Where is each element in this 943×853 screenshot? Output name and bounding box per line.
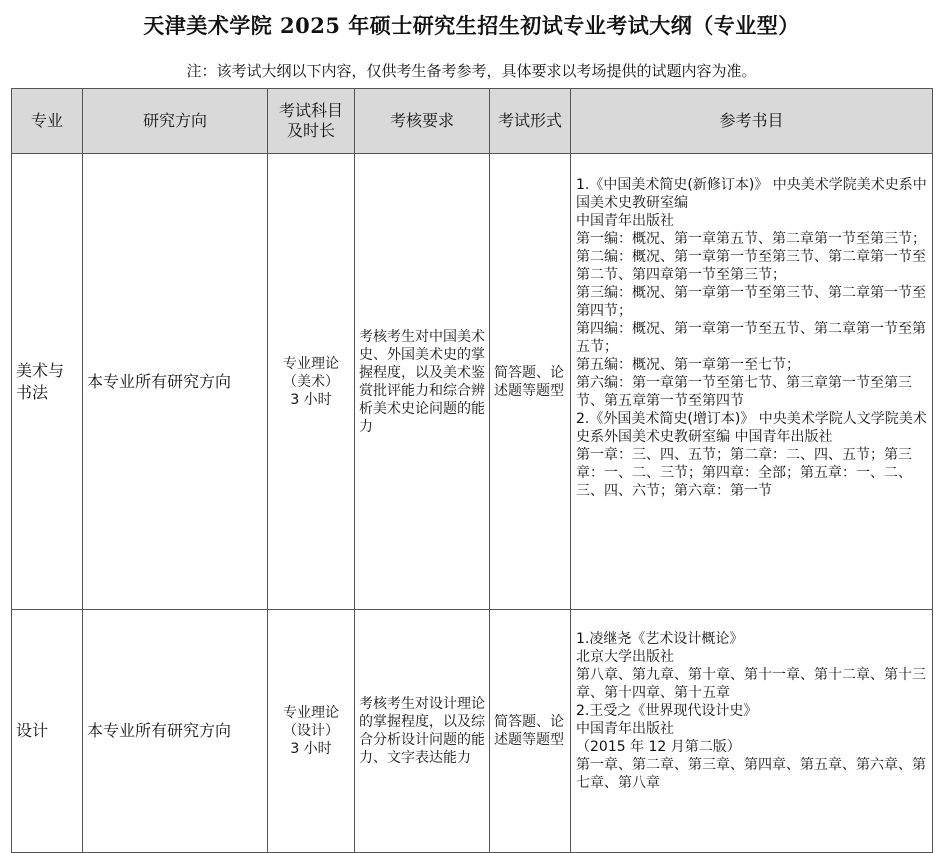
books-cell [571, 610, 933, 853]
major-cell: 美术与书法 [12, 154, 83, 610]
requirement-cell: 考核考生对设计理论的掌握程度，以及综合分析设计问题的能力、文字表达能力 [355, 610, 490, 853]
format-cell: 简答题、论述题等题型 [490, 154, 571, 610]
subject-duration: 3 小时 [290, 391, 332, 408]
book-line: 第五编：概况、第一章第一至七节； [576, 357, 800, 373]
header-format: 考试形式 [490, 89, 571, 154]
book-line: 第一章：三、四、五节；第二章：二、四、五节；第三章：一、二、三节；第四章：全部；第五章：一、二、三、四、六节；第六章：第一节 [576, 447, 912, 499]
subject-name: 专业理论 [283, 355, 339, 372]
subject-cell [268, 610, 355, 853]
header-books: 参考书目 [571, 89, 933, 154]
requirement-cell: 考核考生对中国美术史、外国美术史的掌握程度，以及美术鉴赏批评能力和综合辨析美术史论问题的能力 [355, 154, 490, 610]
header-major: 专业 [12, 89, 83, 154]
book-line: 第八章、第九章、第十章、第十一章、第十二章、第十三章、第十四章、第十五章 [576, 667, 926, 701]
table-row [12, 610, 933, 853]
direction-cell: 本专业所有研究方向 [83, 610, 268, 853]
book-line: 2.《外国美术简史(增订本)》 中央美术学院人文学院美术史系外国美术史教研室编 中国青年出版社 [576, 411, 927, 445]
header-requirement: 考核要求 [355, 89, 490, 154]
major-cell: 设计 [12, 610, 83, 853]
direction-cell: 本专业所有研究方向 [83, 154, 268, 610]
syllabus-table [11, 88, 933, 853]
book-line: 2.王受之《世界现代设计史》 [576, 703, 758, 719]
note-text: 注：该考试大纲以下内容，仅供考生备考参考，具体要求以考场提供的试题内容为准。 [186, 62, 757, 80]
book-line: 第一章、第二章、第三章、第四章、第五章、第六章、第七章、第八章 [576, 757, 926, 791]
books-cell [571, 154, 933, 610]
subject-cell [268, 154, 355, 610]
book-line: 第二编：概况、第一章第一节至第三节、第二章第一节至第二节、第四章第一节至第三节； [576, 249, 926, 283]
subject-category: （美术） [283, 373, 339, 390]
book-line: 中国青年出版社 [576, 721, 674, 737]
header-direction: 研究方向 [83, 89, 268, 154]
book-line: 北京大学出版社 [576, 649, 674, 665]
table-row [12, 154, 933, 610]
subject-duration: 3 小时 [290, 741, 332, 757]
book-line: 1.《中国美术简史(新修订本)》 中央美术学院美术史系中国美术史教研室编 [576, 177, 927, 211]
subject-category: （设计） [283, 723, 339, 739]
book-line: 第四编：概况、第一章第一节至五节、第二章第一节至第五节； [576, 321, 926, 355]
header-subject: 考试科目及时长 [268, 89, 355, 154]
table-header-row [12, 89, 933, 154]
subject-name: 专业理论 [283, 705, 339, 721]
book-line: 1.凌继尧《艺术设计概论》 [576, 631, 744, 647]
book-line: 第六编：第一章第一节至第七节、第三章第一节至第三节、第五章第一节至第四节 [576, 375, 912, 409]
book-line: 第三编：概况、第一章第一节至第三节、第二章第一节至第四节； [576, 285, 926, 319]
page-title: 天津美术学院 2025 年硕士研究生招生初试专业考试大纲（专业型） [143, 13, 800, 38]
book-line: 中国青年出版社 [576, 213, 674, 229]
book-line: （2015 年 12 月第二版） [576, 739, 741, 755]
book-line: 第一编：概况、第一章第五节、第二章第一节至第三节； [576, 231, 926, 247]
format-cell: 简答题、论述题等题型 [490, 610, 571, 853]
